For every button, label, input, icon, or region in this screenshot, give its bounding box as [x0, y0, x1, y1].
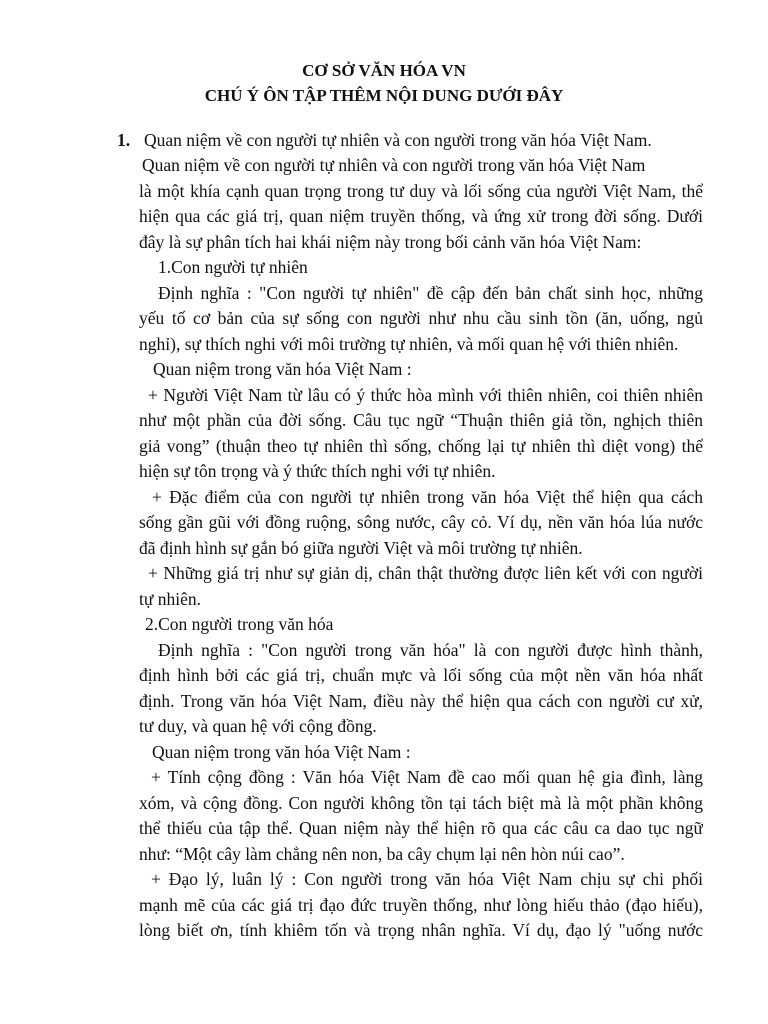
- body-line: như một phần của đời sống. Câu tục ngữ “Thuận thiên giả tồn, nghịch thiên: [139, 410, 703, 430]
- body-line: xóm, và cộng đồng. Con người không tồn tại tách biệt mà là một phần không: [139, 793, 703, 813]
- body-line: nghỉ), sự thích nghi với môi trường tự nhiên, và mối quan hệ với thiên nhiên.: [139, 334, 679, 354]
- body-line: + Tính cộng đồng : Văn hóa Việt Nam đề cao mối quan hệ gia đình, làng: [151, 767, 703, 787]
- body-line: đây là sự phân tích hai khái niệm này trong bối cảnh văn hóa Việt Nam:: [139, 232, 642, 252]
- body-line: như: “Một cây làm chẳng nên non, ba cây chụm lại nên hòn núi cao”.: [139, 844, 625, 864]
- body-line: Quan niệm trong văn hóa Việt Nam :: [153, 359, 412, 379]
- body-line: + Người Việt Nam từ lâu có ý thức hòa mình với thiên nhiên, coi thiên nhiên: [148, 385, 703, 405]
- body-line: tự nhiên.: [139, 589, 201, 609]
- section-number: 1.: [117, 130, 131, 150]
- body-line: đã định hình sự gắn bó giữa người Việt và môi trường tự nhiên.: [139, 538, 583, 558]
- subsection-heading: 2.Con người trong văn hóa: [145, 614, 334, 634]
- body-line: + Những giá trị như sự giản dị, chân thật thường được liên kết với con người: [148, 563, 703, 583]
- section-heading-text: Quan niệm về con người tự nhiên và con người trong văn hóa Việt Nam.: [144, 130, 652, 150]
- body-line: + Đặc điểm của con người tự nhiên trong văn hóa Việt thể hiện qua cách: [152, 487, 703, 507]
- document-subtitle: CHÚ Ý ÔN TẬP THÊM NỘI DUNG DƯỚI ĐÂY: [204, 86, 564, 105]
- body-line: định. Trong văn hóa Việt Nam, điều này thể hiện qua cách con người cư xử,: [139, 691, 703, 711]
- document-title: CƠ SỞ VĂN HÓA VN: [302, 61, 466, 80]
- subsection-heading: 1.Con người tự nhiên: [158, 257, 308, 277]
- body-line: sống gần gũi với đồng ruộng, sông nước, cây cỏ. Ví dụ, nền văn hóa lúa nước: [139, 512, 703, 532]
- body-line: Định nghĩa : "Con người trong văn hóa" là con người được hình thành,: [158, 640, 703, 660]
- body-line: Quan niệm về con người tự nhiên và con người trong văn hóa Việt Nam: [142, 155, 646, 175]
- body-line: mạnh mẽ của các giá trị đạo đức truyền thống, như lòng hiếu thảo (đạo hiếu),: [139, 895, 703, 915]
- body-line: thể thiếu của tập thể. Quan niệm này thể hiện rõ qua các câu ca dao tục ngữ: [139, 818, 703, 838]
- body-line: Quan niệm trong văn hóa Việt Nam :: [152, 742, 411, 762]
- body-line: tư duy, và quan hệ với cộng đồng.: [139, 716, 377, 736]
- section-heading: [117, 129, 652, 151]
- body-line: hiện sự tôn trọng và ý thức thích nghi với tự nhiên.: [139, 461, 496, 481]
- body-line: Định nghĩa : "Con người tự nhiên" đề cập đến bản chất sinh học, những: [158, 283, 703, 303]
- body-line: lòng biết ơn, tính khiêm tốn và trọng nhân nghĩa. Ví dụ, đạo lý "uống nước: [139, 920, 703, 940]
- body-line: + Đạo lý, luân lý : Con người trong văn hóa Việt Nam chịu sự chi phối: [151, 869, 703, 889]
- body-line: hiện qua các giá trị, quan niệm truyền thống, và ứng xử trong đời sống. Dưới: [139, 206, 703, 226]
- body-line: là một khía cạnh quan trọng trong tư duy và lối sống của người Việt Nam, thể: [139, 181, 703, 201]
- body-line: yếu tố cơ bản của sự sống con người như nhu cầu sinh tồn (ăn, uống, ngủ: [139, 308, 703, 328]
- body-line: định hình bởi các giá trị, chuẩn mực và lối sống của một nền văn hóa nhất: [139, 665, 703, 685]
- body-line: giả vong” (thuận theo tự nhiên thì sống, chống lại tự nhiên thì diệt vong) thể: [139, 436, 703, 456]
